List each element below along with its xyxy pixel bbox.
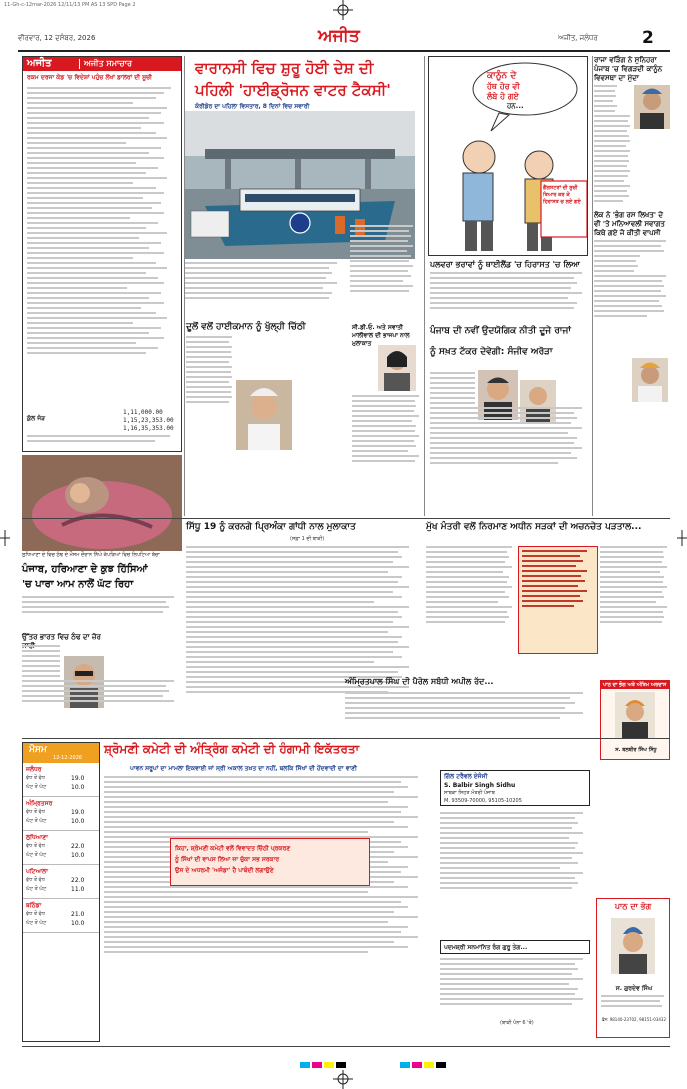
- masthead-date: ਵੀਰਵਾਰ, 12 ਦਸੰਬਰ, 2026: [18, 34, 96, 42]
- section-rule: [22, 518, 670, 519]
- weather-label-min: ਘੱਟ ਤੋਂ ਘੱਟ: [26, 886, 47, 892]
- bhog-ad-2-phone: ਫ਼ੋਨ: 98140-23702, 98151-03432: [601, 1017, 667, 1022]
- weather-value-min: 10.0: [71, 784, 85, 791]
- bhog-ad-2-text: [601, 995, 667, 1010]
- weather-row: [23, 763, 99, 797]
- cartoon-box: [428, 56, 588, 256]
- story-amritpal-title: ਅੰਮ੍ਰਿਤਪਾਲ ਸਿੰਘ ਦੀ ਪੈਰੋਲ ਸਬੰਧੀ ਅਪੀਲ ਰੱਦ...: [345, 677, 494, 686]
- biz-ad-head: ਗਿੱਲ ਟਰੈਵਲ ਏਜੰਸੀ: [444, 773, 488, 780]
- boat-story-text-2: [350, 225, 416, 325]
- weather-row: [23, 831, 99, 865]
- weather-label-min: ਘੱਟ ਤੋਂ ਘੱਟ: [26, 818, 47, 824]
- right-story-1-title: ਰਾਜਾ ਵੜਿੰਗ ਨੇ ਸੁਨਿਹਰਾ ਪੰਜਾਬ 'ਚ ਵਿਗੜਦੀ ਕਾਨੂੰਨ ਵਿਵਸਥਾ ਦਾ ਮੁੱਦਾ: [594, 56, 663, 82]
- masthead: [18, 26, 670, 50]
- registration-mark-icon: [677, 530, 687, 546]
- right-column-top: [594, 56, 670, 320]
- weather-box: [22, 742, 100, 1042]
- story-weather-sub: ਉੱਤਰ ਭਾਰਤ ਵਿਚ ਠੰਢ ਦਾ ਜ਼ੋਰ: [22, 633, 101, 641]
- right-story-2-title: ਲੋਕ ਨੇ 'ਭੰਗ ਰਸ ਲਿਖਤ' ਦੇ ਵੀ 'ਤੇ ਮਨਿਆਵਲੀ ਸਵਾਗਤ ਕਿਥੇ ਗਏ ਜੋ ਕੀਤੀ ਵਾਪਸੀ: [594, 211, 665, 237]
- story-cm-title: ਮੁੱਖ ਮੰਤਰੀ ਵਲੋਂ ਨਿਰਮਾਣ ਅਧੀਨ ਸੜਕਾਂ ਦੀ ਅਚਨਚੇਤ ਪੜਤਾਲ...: [426, 522, 642, 532]
- weather-value-min: 10.0: [71, 852, 85, 859]
- registration-mark-icon: [333, 1070, 353, 1089]
- child-photo-caption: ਲੁਧਿਆਣਾ ਦੇ ਵਿਚ ਠੰਢ ਦੇ ਮੌਸਮ ਦੌਰਾਨ ਨਿੱਘੇ ਕੱਪੜਿਆਂ ਵਿਚ ਲਿਪਟਿਆ ਬੱਚਾ: [22, 552, 160, 558]
- story-arora-line2: ਨੂੰ ਸਖ਼ਤ ਟੱਕਰ ਦੇਵੇਗੀ: ਸੰਜੀਵ ਅਰੋੜਾ: [430, 347, 553, 357]
- sgpc-pull-line1: ਕਿਹਾ, ਸ਼੍ਰੋਮਣੀ ਕਮੇਟੀ ਵਲੋਂ ਵਿਵਾਦਤ ਚਿੱਠੀ ਪ੍ਰਕਰਣ: [175, 845, 291, 852]
- cartoon-bubble-2: ਹੱਥ ਹੋਰ ਵੀ: [487, 82, 520, 91]
- left-box-brand: ਅਜੀਤ: [27, 58, 52, 69]
- story-weather-text: [22, 596, 182, 636]
- color-bars: [0, 1060, 687, 1070]
- registration-mark-icon: [0, 530, 10, 546]
- left-fund-box: [22, 56, 182, 452]
- weather-label-max: ਵੱਧ ਤੋਂ ਵੱਧ: [26, 911, 45, 917]
- bhog-ad-2-title: ਪਾਠ ਦਾ ਭੋਗ: [614, 902, 652, 911]
- total-label: ਕੁੱਲ ਜੋੜ: [27, 415, 46, 422]
- registration-mark-icon: [333, 0, 353, 20]
- weather-value-min: 10.0: [71, 818, 85, 825]
- masthead-rule: [18, 50, 670, 52]
- weather-rows: [23, 763, 99, 933]
- sgpc-pullquote: [170, 838, 370, 886]
- story-cm-text-2: [600, 546, 670, 676]
- bhog-ad-1: [600, 680, 670, 760]
- total-1: 1,11,000.00: [123, 409, 163, 416]
- dullo-story-text: [186, 336, 351, 448]
- weather-label-min: ਘੱਟ ਤੋਂ ਘੱਟ: [26, 784, 47, 790]
- main-headline-line2: ਪਹਿਲੀ 'ਹਾਈਡ੍ਰੋਜਨ ਵਾਟਰ ਟੈਕਸੀ': [195, 81, 391, 99]
- section-rule: [22, 738, 670, 739]
- weather-city: ਬਠਿੰਡਾ: [26, 902, 42, 909]
- weather-label-max: ਵੱਧ ਤੋਂ ਵੱਧ: [26, 877, 45, 883]
- weather-header: [23, 743, 99, 763]
- notice-text: [440, 958, 590, 1038]
- weather-value-max: 21.0: [71, 911, 85, 918]
- cartoon-bubble-3: ਲੰਬੇ ਹੋ ਗਏ: [487, 92, 519, 101]
- portrait-photo: [634, 85, 670, 129]
- left-box-footer: [27, 435, 177, 445]
- print-slug: 11-Gh-c-12mar-2026 12/11/13 PM AS 13 SPD Page 2: [4, 2, 136, 8]
- weather-value-max: 19.0: [71, 809, 85, 816]
- maliwal-photo: [378, 345, 416, 391]
- bottom-rule: [22, 1046, 670, 1047]
- story-cm-text: [426, 546, 516, 658]
- notice-head: ਪਦਮਸ਼੍ਰੀ ਸਨਮਾਨਿਤ ਰੰਗ ਗੁਰੂ ਤੇਗ...: [444, 944, 528, 951]
- story-amritpal-text: [345, 692, 595, 736]
- left-box-subhead: ਰਕਮ ਦਰਜਾ ਕੋਡ 'ਚ ਵਿਦੇਸ਼ਾਂ ਪਹੁੰਚ ਲੱਖਾਂ ਡਾਲਰਾਂ ਦੀ ਸੂਚੀ: [27, 74, 152, 81]
- column-rule: [592, 56, 593, 516]
- column-rule: [424, 56, 425, 516]
- story-lakhwara-title: ਪਲਵਰਾ ਭਰਾਵਾਂ ਨੂੰ ਥਾਈਲੈਂਡ 'ਚ ਹਿਰਾਸਤ 'ਚ ਲਿਆ: [430, 260, 580, 269]
- bhog-ad-1-title: ਪਾਠ ਦਾ ਭੋਗ ਅਤੇ ਅੰਤਿਮ ਅਰਦਾਸ: [601, 681, 669, 689]
- cartoon-sign: ਗੈਂਗਸਟਰਾਂ ਦੀ ਸੂਚੀ ਤਿਆਰ ਕਰ ਕੇ ਹਿਰਾਸਤ ਚ ਲਏ ਗਏ: [543, 185, 581, 205]
- bhog-ad-2-name: ਸ. ਗੁਰਦੇਵ ਸਿੰਘ: [615, 985, 653, 992]
- weather-date: 12-12-2026: [53, 755, 83, 761]
- weather-row: [23, 797, 99, 831]
- boat-story-text: [185, 262, 345, 322]
- left-box-label: ਅਜੀਤ ਸਮਾਚਾਰ: [79, 59, 132, 69]
- weather-row: [23, 899, 99, 933]
- bhog-ad-2-photo: [611, 918, 655, 974]
- weather-label-max: ਵੱਧ ਤੋਂ ਵੱਧ: [26, 843, 45, 849]
- weather-city: ਜਲੰਧਰ: [26, 766, 42, 773]
- sgpc-story-text: [104, 776, 434, 1016]
- left-box-list: [27, 87, 179, 411]
- story-arora-text: [430, 372, 590, 522]
- notice-box: [440, 940, 590, 954]
- story-lakhwara-text: [430, 272, 590, 324]
- weather-value-min: 11.0: [71, 886, 85, 893]
- cm-highlight-box: [518, 546, 598, 654]
- weather-title: ਮੌਸਮ: [29, 745, 47, 755]
- story-weather-line2: 'ਚ ਪਾਰਾ ਆਮ ਨਾਲੋਂ ਘੱਟ ਰਿਹਾ: [22, 579, 134, 590]
- weather-label-min: ਘੱਟ ਤੋਂ ਘੱਟ: [26, 920, 47, 926]
- weather-city: ਲੁਧਿਆਣਾ: [26, 834, 48, 841]
- total-2: 1,15,23,353.00: [123, 417, 174, 424]
- sgpc-headline: ਸ਼੍ਰੋਮਣੀ ਕਮੇਟੀ ਦੀ ਅੰਤ੍ਰਿੰਗ ਕਮੇਟੀ ਦੀ ਹੰਗਾਮੀ ਇਕੱਤਰਤਾ: [104, 742, 360, 756]
- story-sidhu-jari: (ਸਫ਼ਾ 1 ਦੀ ਬਾਕੀ): [290, 536, 325, 542]
- cartoon-bubble-4: ਹਨ...: [507, 102, 524, 110]
- weather-value-max: 22.0: [71, 877, 85, 884]
- story-sidhu-title: ਸਿੱਧੂ 19 ਨੂੰ ਕਰਨਗੇ ਪ੍ਰਿਅੰਕਾ ਗਾਂਧੀ ਨਾਲ ਮੁਲਾਕਾਤ: [186, 522, 356, 532]
- story-weather-line1: ਪੰਜਾਬ, ਹਰਿਆਣਾ ਦੇ ਕੁਝ ਹਿੱਸਿਆਂ: [22, 564, 148, 575]
- sgpc-kicker: ਪਾਵਨ ਸਰੂਪਾਂ ਦਾ ਮਾਮਲਾ ਇਕਵਾਈ ਜਾਂ ਸ੍ਰੀ ਅਕਾਲ ਤਖ਼ਤ ਦਾ ਨਹੀਂ, ਬਲਕਿ ਸਿੱਖਾਂ ਦੀ ਹੋਂਦਵਾਦੀ ਦਾ ਵਾਣੀ: [130, 765, 357, 772]
- biz-ad: [440, 770, 590, 806]
- biz-ad-sub: ਸਾਬਕਾ ਸਿਹਤ ਮੰਤਰੀ ਪੰਜਾਬ: [444, 790, 495, 796]
- cartoon-bubble-1: ਕਾਨੂੰਨ ਦੇ: [487, 71, 517, 81]
- main-headline-kicker: ਕੋਰੀਡੋਰ ਦਾ ਪਹਿਲਾ ਵਿਸਤਾਰ, 8 ਦਿਨਾਂ ਵਿਚ ਸਵਾਰੀ: [195, 103, 310, 110]
- biz-ad-name: S. Balbir Singh Sidhu: [444, 782, 516, 789]
- story-weather-text-2: [22, 645, 182, 741]
- sgpc-chalu: (ਬਾਕੀ ਪੰਨਾ 6 'ਤੇ): [500, 1020, 534, 1026]
- bhog-ad-1-name: ਸ. ਬਲਬੀਰ ਸਿੰਘ ਸਿੱਧੂ: [615, 747, 657, 753]
- portrait-photo-2: [632, 358, 668, 402]
- masthead-right: ਅਜੀਤ, ਜਲੰਧਰ: [558, 34, 598, 42]
- total-3: 1,16,35,353.00: [123, 425, 174, 432]
- weather-label-max: ਵੱਧ ਤੋਂ ਵੱਧ: [26, 775, 45, 781]
- masthead-title: ਅਜੀਤ: [318, 26, 360, 46]
- weather-value-min: 10.0: [71, 920, 85, 927]
- story-dullo-title: ਦੂਲੋਂ ਵਲੋਂ ਹਾਈਕਮਾਨ ਨੂੰ ਖੁੱਲ੍ਹੀ ਚਿੱਠੀ: [186, 322, 306, 332]
- bhog-ad-2: [596, 898, 670, 1038]
- weather-city: ਅੰਮ੍ਰਿਤਸਰ: [26, 800, 53, 807]
- biz-ad-phone: M. 93509-70000, 95105-10205: [444, 798, 522, 804]
- side-story-text: [440, 812, 590, 940]
- weather-city: ਪਟਿਆਲਾ: [26, 868, 48, 875]
- sgpc-pull-line3: ਉਸ ਦੇ ਅਧਰਮੀ 'ਅਜੰਡਾ' ਹੈ ਪਾਬੰਦੀ ਲਗਾਉਣੇ: [175, 867, 274, 874]
- maliwal-story-text: [352, 395, 422, 521]
- bhog-ad-1-photo: [615, 692, 655, 738]
- child-in-cold-photo: [22, 455, 182, 551]
- weather-value-max: 19.0: [71, 775, 85, 782]
- story-arora-line1: ਪੰਜਾਬ ਦੀ ਨਵੀਂ ਉਦਯੋਗਿਕ ਨੀਤੀ ਦੂਜੇ ਰਾਜਾਂ: [430, 326, 571, 336]
- weather-value-max: 22.0: [71, 843, 85, 850]
- main-headline-line1: ਵਾਰਾਨਸੀ ਵਿਚ ਸ਼ੁਰੂ ਹੋਈ ਦੇਸ਼ ਦੀ: [195, 59, 374, 77]
- weather-row: [23, 865, 99, 899]
- weather-label-min: ਘੱਟ ਤੋਂ ਘੱਟ: [26, 852, 47, 858]
- page-number: 2: [642, 28, 654, 48]
- weather-label-max: ਵੱਧ ਤੋਂ ਵੱਧ: [26, 809, 45, 815]
- sgpc-pull-line2: ਨੂੰ ਸਿੱਖਾਂ ਦੀ ਵਾਪਸ ਲਿਆ ਜਾ ਚੁੱਕਾ ਸਭ ਸਰਕਾਰ: [175, 856, 280, 863]
- column-rule: [184, 56, 185, 516]
- story-maliwal-title: ਸੀ.ਡੀ.ਓ. ਅਤੇ ਸਵਾਤੀ ਮਾਲੀਵਾਲ ਦੀ ਭਾਜਪਾ ਨਾਲ ਮੁਲਾਕਾਤ: [352, 324, 410, 347]
